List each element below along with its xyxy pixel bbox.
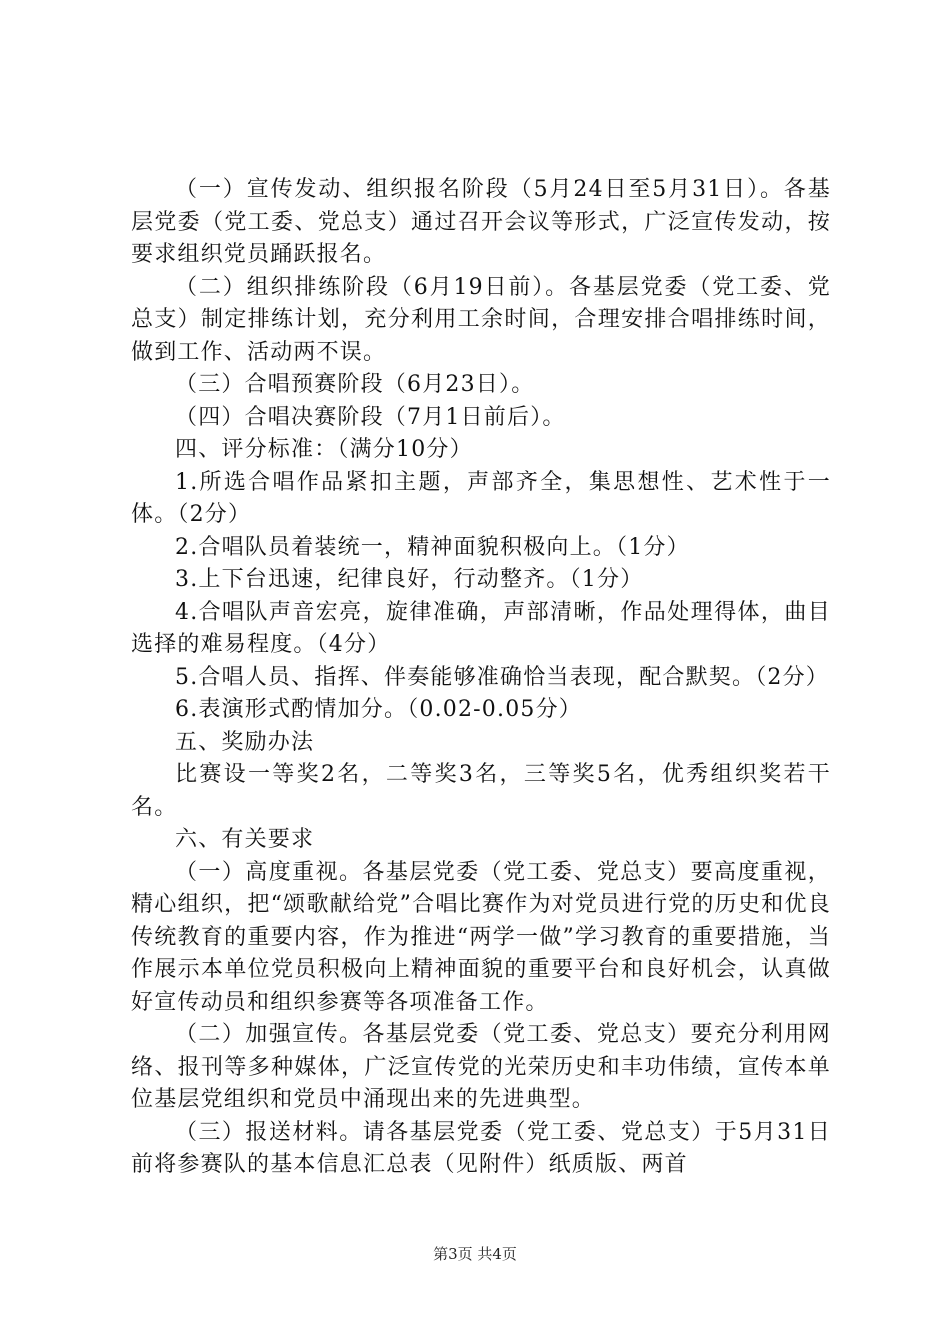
scoring-item-2: 2.合唱队员着装统一，精神面貌积极向上。（1分） <box>175 534 690 560</box>
scoring-item-5: 5.合唱人员、指挥、伴奏能够准确恰当表现，配合默契。（2分） <box>175 664 829 690</box>
section-heading-scoring: 四、评分标准：（满分10分） <box>175 437 473 462</box>
paragraph-stage-2: （二）组织排练阶段（6月19日前）。各基层党委（党工委、党总支）制定排练计划，充分利用工余时间，合理安排合唱排练时间，做到工作、活动两不误。 <box>131 274 831 365</box>
section-heading-awards: 五、奖励办法 <box>175 729 315 755</box>
paragraph-stage-3: （三）合唱预赛阶段（6月23日）。 <box>175 372 535 397</box>
requirement-1: （一）高度重视。各基层党委（党工委、党总支）要高度重视，精心组织，把“颂歌献给党”合唱比赛作为对党员进行党的历史和优良传统教育的重要内容，作为推进“两学一做”学习教育的重要措施，当作展示本单位党员积极向上精神面貌的重要平台和良好机会，认真做好宣传动员和组织参赛等各项准备工作。 <box>131 859 831 1015</box>
document-body <box>131 174 831 1182</box>
scoring-item-4: 4.合唱队声音宏亮，旋律准确，声部清晰，作品处理得体，曲目选择的难易程度。（4分） <box>131 599 831 657</box>
requirement-2: （二）加强宣传。各基层党委（党工委、党总支）要充分利用网络、报刊等多种媒体，广泛宣传党的光荣历史和丰功伟绩，宣传本单位基层党组织和党员中涌现出来的先进典型。 <box>131 1022 831 1112</box>
page-number-footer: 第3页 共4页 <box>433 1245 517 1263</box>
paragraph-awards: 比赛设一等奖2名，二等奖3名，三等奖5名，优秀组织奖若干名。 <box>131 762 831 820</box>
scoring-item-6: 6.表演形式酌情加分。（0.02-0.05分） <box>175 697 582 722</box>
section-heading-requirements: 六、有关要求 <box>175 827 315 852</box>
scoring-item-1: 1.所选合唱作品紧扣主题，声部齐全，集思想性、艺术性于一体。（2分） <box>131 469 831 527</box>
scoring-item-3: 3.上下台迅速，纪律良好，行动整齐。（1分） <box>175 567 644 592</box>
paragraph-stage-1: （一）宣传发动、组织报名阶段（5月24日至5月31日）。各基层党委（党工委、党总支）通过召开会议等形式，广泛宣传发动，按要求组织党员踊跃报名。 <box>131 177 831 267</box>
requirement-3: （三）报送材料。请各基层党委（党工委、党总支）于5月31日前将参赛队的基本信息汇总表（见附件）纸质版、两首 <box>131 1119 831 1177</box>
paragraph-stage-4: （四）合唱决赛阶段（7月1日前后）。 <box>175 404 566 430</box>
